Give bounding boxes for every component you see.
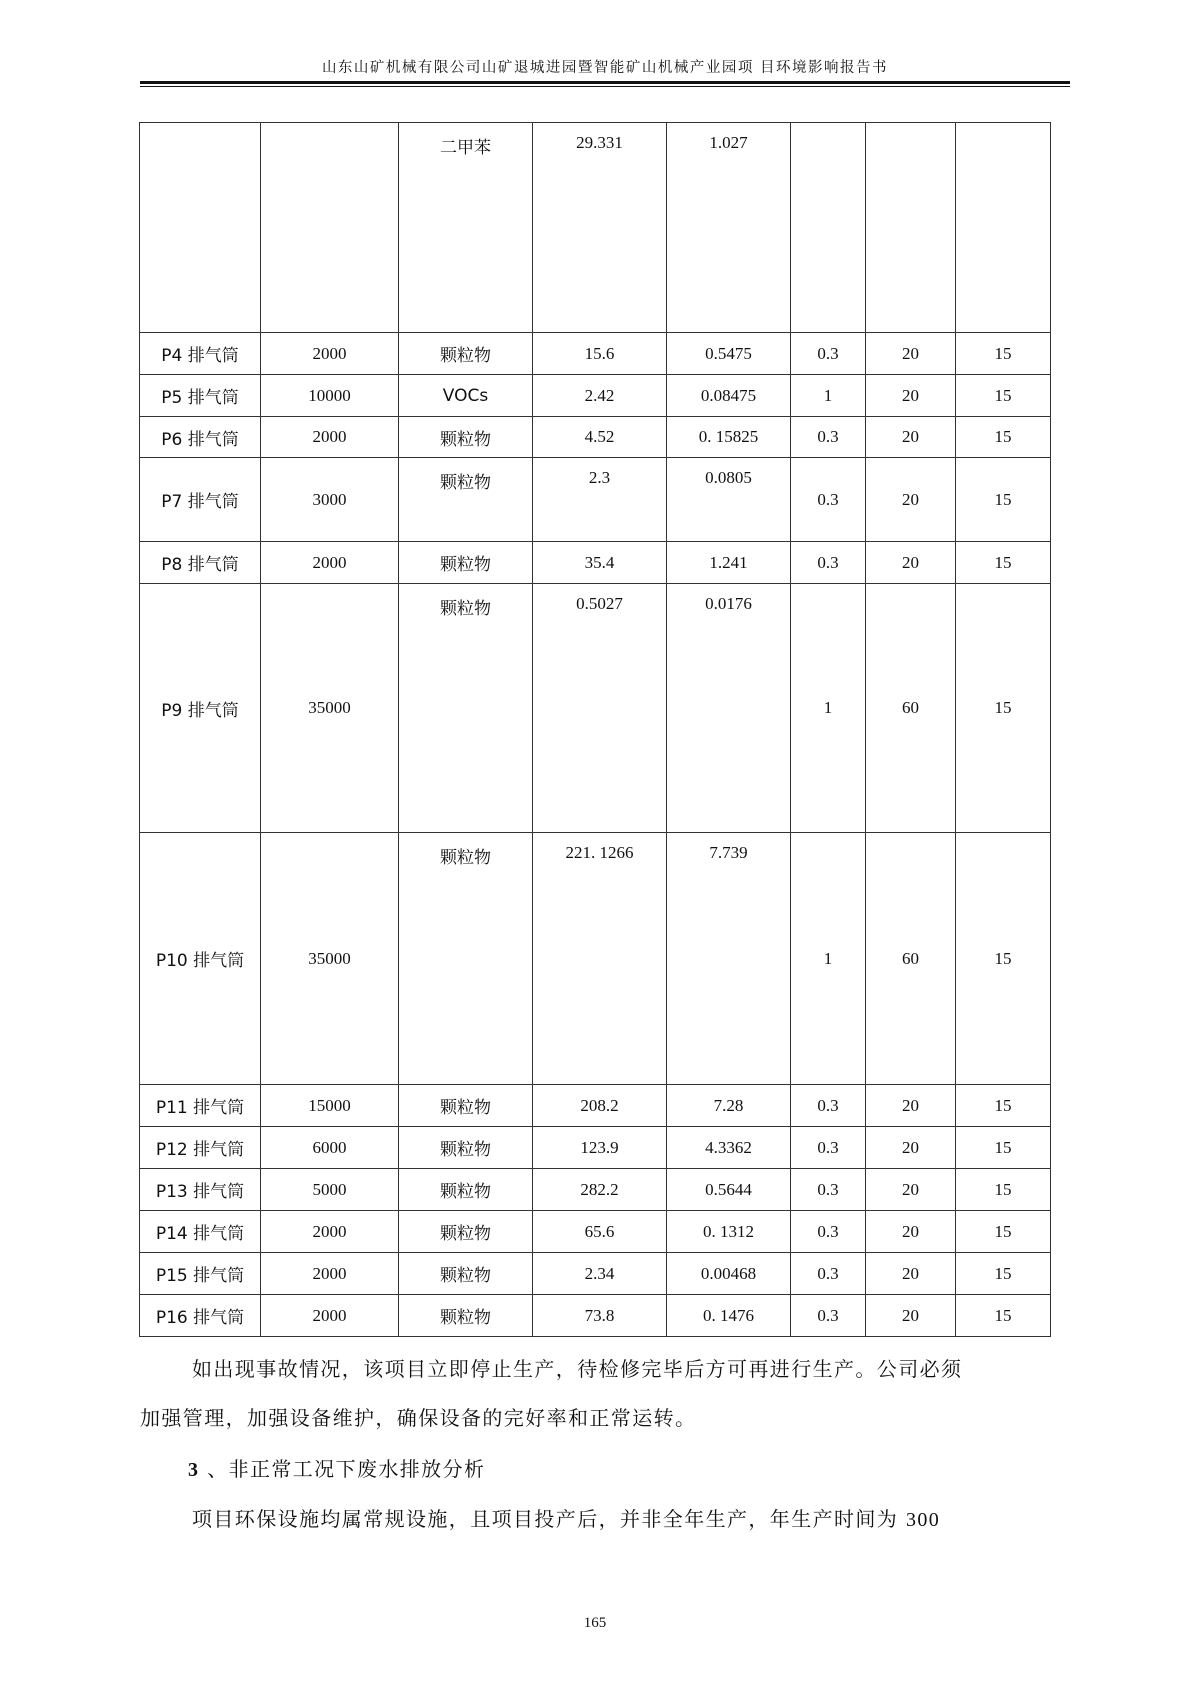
cell-c7: 20 [866,1085,956,1127]
table-row [140,458,1051,542]
cell-c8: 15 [956,375,1051,417]
cell-pollutant: 颗粒物 [399,542,533,584]
cell-c6: 0.3 [791,542,866,584]
cell-c6: 0.3 [791,1211,866,1253]
cell-c7: 20 [866,542,956,584]
cell-conc: 73.8 [533,1295,667,1337]
cell-c8: 15 [956,584,1051,833]
cell-pollutant: 颗粒物 [399,1169,533,1211]
cell-rate: 0. 15825 [667,417,791,458]
cell-c7: 20 [866,1295,956,1337]
cell-conc: 282.2 [533,1169,667,1211]
cell-rate: 0.5475 [667,333,791,375]
cell-flow: 6000 [261,1127,399,1169]
header-rule-thin [140,86,1070,87]
cell-rate: 7.739 [667,833,791,1085]
cell-c8: 15 [956,1085,1051,1127]
cell-outlet: P11 排气筒 [140,1085,261,1127]
cell-conc: 4.52 [533,417,667,458]
emission-table [139,122,1051,1337]
cell-rate: 0.08475 [667,375,791,417]
cell-flow [261,123,399,333]
cell-conc: 2.42 [533,375,667,417]
cell-outlet: P13 排气筒 [140,1169,261,1211]
cell-outlet: P14 排气筒 [140,1211,261,1253]
cell-outlet: P12 排气筒 [140,1127,261,1169]
cell-pollutant: 颗粒物 [399,584,533,833]
cell-conc: 15.6 [533,333,667,375]
cell-conc: 0.5027 [533,584,667,833]
cell-c8: 15 [956,458,1051,542]
cell-pollutant: 颗粒物 [399,458,533,542]
cell-c6 [791,123,866,333]
header-rule-thick [140,81,1070,84]
cell-pollutant: VOCs [399,375,533,417]
cell-c8: 15 [956,417,1051,458]
cell-c6: 1 [791,375,866,417]
paragraph-schedule-number: 300 [905,1509,941,1531]
cell-rate: 1.027 [667,123,791,333]
cell-outlet: P16 排气筒 [140,1295,261,1337]
cell-conc: 2.34 [533,1253,667,1295]
cell-c7: 60 [866,584,956,833]
cell-outlet: P10 排气筒 [140,833,261,1085]
cell-conc: 221. 1266 [533,833,667,1085]
section-heading [140,1453,1118,1482]
cell-flow: 35000 [261,833,399,1085]
table-row [140,1085,1051,1127]
cell-c6: 0.3 [791,1127,866,1169]
cell-flow: 35000 [261,584,399,833]
table-row [140,833,1051,1085]
cell-rate: 0.0805 [667,458,791,542]
cell-rate: 0.5644 [667,1169,791,1211]
cell-c7: 20 [866,1253,956,1295]
cell-outlet [140,123,261,333]
cell-flow: 2000 [261,333,399,375]
section-number: 3 [188,1459,200,1481]
table-row [140,1169,1051,1211]
cell-c7: 20 [866,333,956,375]
cell-outlet: P6 排气筒 [140,417,261,458]
cell-rate: 1.241 [667,542,791,584]
cell-outlet: P9 排气筒 [140,584,261,833]
cell-pollutant: 二甲苯 [399,123,533,333]
cell-pollutant: 颗粒物 [399,1085,533,1127]
page-number: 165 [583,1615,607,1631]
cell-outlet: P5 排气筒 [140,375,261,417]
paragraph-accident-line1: 如出现事故情况，该项目立即停止生产，待检修完毕后方可再进行生产。公司必须 [192,1357,963,1381]
cell-rate: 0. 1312 [667,1211,791,1253]
cell-c7: 20 [866,458,956,542]
cell-flow: 2000 [261,542,399,584]
cell-c6: 0.3 [791,333,866,375]
cell-c7 [866,123,956,333]
cell-c6: 0.3 [791,1295,866,1337]
paragraph-schedule-text: 项目环保设施均属常规设施，且项目投产后，并非全年生产，年生产时间为 [192,1507,899,1531]
paragraph-schedule [140,1503,1122,1532]
table-row [140,542,1051,584]
table-row [140,375,1051,417]
cell-conc: 29.331 [533,123,667,333]
cell-c8: 15 [956,542,1051,584]
cell-pollutant: 颗粒物 [399,417,533,458]
cell-flow: 2000 [261,1211,399,1253]
cell-rate: 7.28 [667,1085,791,1127]
cell-outlet: P8 排气筒 [140,542,261,584]
cell-pollutant: 颗粒物 [399,1295,533,1337]
cell-rate: 0.0176 [667,584,791,833]
paragraph-accident-line2: 加强管理，加强设备维护，确保设备的完好率和正常运转。 [140,1406,697,1430]
table-row [140,123,1051,333]
table-row [140,1127,1051,1169]
cell-flow: 2000 [261,417,399,458]
cell-c7: 20 [866,1211,956,1253]
cell-c7: 20 [866,1127,956,1169]
cell-c7: 20 [866,417,956,458]
cell-pollutant: 颗粒物 [399,333,533,375]
cell-pollutant: 颗粒物 [399,1211,533,1253]
cell-pollutant: 颗粒物 [399,1127,533,1169]
cell-c7: 20 [866,1169,956,1211]
cell-c8: 15 [956,1253,1051,1295]
cell-flow: 10000 [261,375,399,417]
cell-c6: 0.3 [791,1085,866,1127]
cell-c8: 15 [956,1127,1051,1169]
cell-rate: 4.3362 [667,1127,791,1169]
table-row [140,584,1051,833]
table-row [140,417,1051,458]
cell-conc: 208.2 [533,1085,667,1127]
cell-outlet: P4 排气筒 [140,333,261,375]
cell-conc: 2.3 [533,458,667,542]
cell-c8: 15 [956,1211,1051,1253]
cell-flow: 2000 [261,1253,399,1295]
cell-c7: 20 [866,375,956,417]
cell-flow: 15000 [261,1085,399,1127]
cell-c6: 1 [791,584,866,833]
table-row [140,333,1051,375]
cell-c6: 0.3 [791,1169,866,1211]
cell-conc: 65.6 [533,1211,667,1253]
table-row [140,1253,1051,1295]
cell-c8 [956,123,1051,333]
table-row [140,1211,1051,1253]
cell-conc: 35.4 [533,542,667,584]
cell-rate: 0.00468 [667,1253,791,1295]
cell-rate: 0. 1476 [667,1295,791,1337]
cell-pollutant: 颗粒物 [399,833,533,1085]
cell-c6: 1 [791,833,866,1085]
cell-c7: 60 [866,833,956,1085]
cell-flow: 3000 [261,458,399,542]
cell-c8: 15 [956,1169,1051,1211]
table-row [140,1295,1051,1337]
cell-c6: 0.3 [791,1253,866,1295]
cell-flow: 2000 [261,1295,399,1337]
cell-outlet: P7 排气筒 [140,458,261,542]
cell-conc: 123.9 [533,1127,667,1169]
cell-c8: 15 [956,833,1051,1085]
cell-c8: 15 [956,1295,1051,1337]
cell-c6: 0.3 [791,458,866,542]
cell-c8: 15 [956,333,1051,375]
cell-pollutant: 颗粒物 [399,1253,533,1295]
cell-c6: 0.3 [791,417,866,458]
cell-outlet: P15 排气筒 [140,1253,261,1295]
cell-flow: 5000 [261,1169,399,1211]
section-title: 、非正常工况下废水排放分析 [207,1457,486,1481]
document-header: 山东山矿机械有限公司山矿退城进园暨智能矿山机械产业园项 目环境影响报告书 [321,60,889,76]
